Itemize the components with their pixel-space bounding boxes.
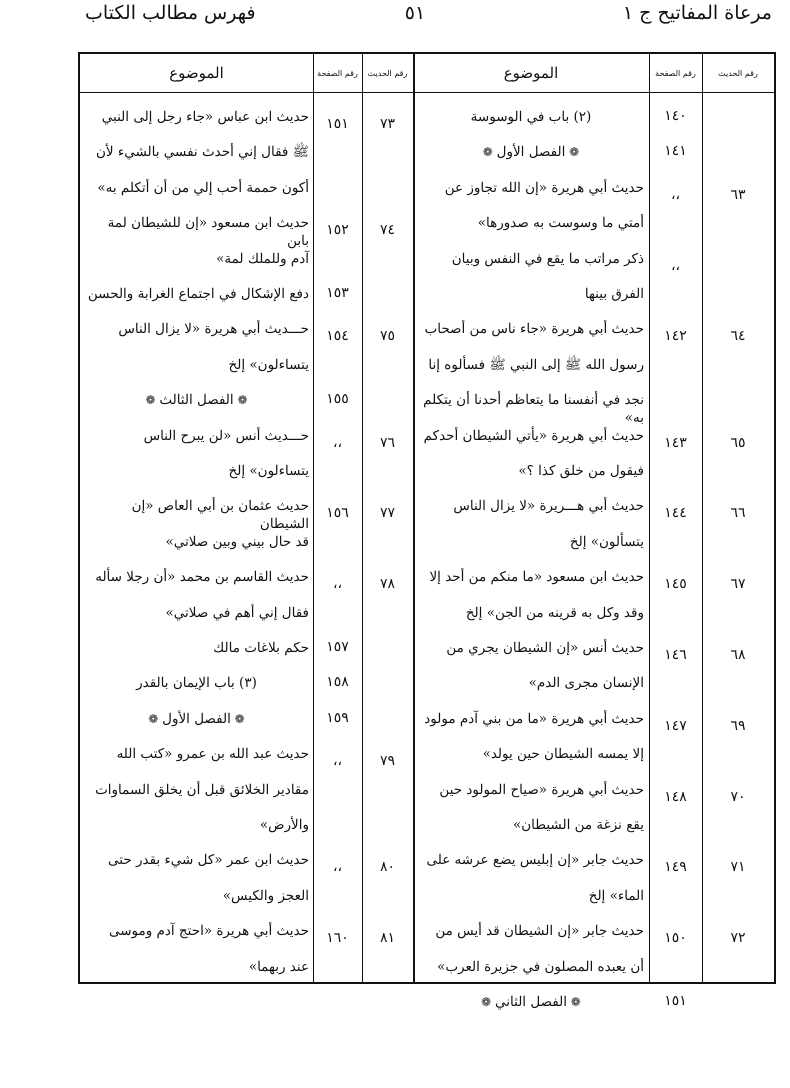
left-topic-line: أكون حممة أحب إلي من أن أتكلم به» — [97, 179, 309, 196]
right-page-number: ،، — [670, 257, 681, 274]
left-topic-line: حديث ابن عمر «كل شيء بقدر حتى — [108, 852, 309, 869]
right-hadith-number: ٦٤ — [730, 328, 746, 345]
ornament-icon: ❁ — [148, 711, 163, 726]
left-topic-line: والأرض» — [259, 817, 309, 833]
left-page-header: رقم الصفحة — [317, 68, 358, 78]
left-hadith-number: ٧٤ — [379, 222, 396, 239]
right-hadith-number: ٦٥ — [730, 434, 746, 451]
left-section-heading — [84, 710, 309, 728]
right-page-number: ١٥١ — [664, 993, 687, 1009]
left-hadith-number: ٧٨ — [379, 576, 396, 593]
heading-text: الفصل الأول — [162, 710, 231, 727]
right-page-number: ١٤٥ — [664, 576, 687, 593]
right-topic-line: نجد في أنفسنا ما يتعاظم أحدنا أن يتكلم به» — [423, 392, 644, 427]
ornament-icon: ❁ — [481, 995, 495, 1009]
right-topic-line: حديث أبي هريرة «ما من بني آدم مولود — [424, 710, 644, 727]
header-left-title: فهرس مطالب الكتاب — [85, 2, 256, 24]
left-page-number: ،، — [332, 434, 343, 451]
left-topic-line: يتساءلون» إلخ — [228, 463, 309, 479]
right-hadith-number: ٦٣ — [730, 186, 746, 203]
right-page-number: ١٤٠ — [664, 108, 687, 124]
right-page-number: ١٤١ — [664, 143, 687, 160]
left-page-number: ١٥٦ — [326, 505, 349, 522]
right-page-number: ١٤٦ — [664, 647, 687, 663]
right-page-number: ١٤٤ — [664, 505, 687, 522]
right-topic-line: إلا يمسه الشيطان حين يولد» — [482, 746, 644, 763]
right-topic-header: الموضوع — [503, 64, 559, 82]
ornament-icon: ❁ — [230, 711, 245, 726]
left-page-number: ١٦٠ — [326, 930, 349, 947]
left-page-number: ،، — [332, 753, 343, 770]
right-topic-line: حديث جابر «إن الشيطان قد أيس من — [435, 923, 644, 940]
left-topic-line: حديث القاسم بن محمد «أن رجلا سأله — [95, 569, 309, 586]
left-topic-line: قد حال بيني وبين صلاتي» — [165, 533, 309, 550]
left-topic-line: حديث أبي هريرة «احتج آدم وموسى — [108, 923, 309, 940]
right-topic-line: رسول الله ﷺ إلى النبي ﷺ فسألوه إنا — [428, 356, 644, 373]
right-hadith-header: رقم الحديث — [718, 68, 758, 78]
page-number: ٥١ — [404, 2, 426, 24]
right-section-heading — [418, 143, 644, 161]
right-page-number: ١٤٨ — [664, 788, 687, 805]
right-topic-line: حديث جابر «إن إبليس يضع عرشه على — [426, 852, 644, 869]
left-page-number: ،، — [332, 576, 343, 593]
left-hadith-number: ٧٣ — [379, 116, 396, 132]
header-rule — [80, 92, 774, 93]
right-hadith-number: ٧٢ — [730, 930, 746, 947]
center-divider — [413, 54, 415, 982]
ornament-icon: ❁ — [233, 393, 248, 408]
left-section-heading: (٣) باب الإيمان بالقدر — [136, 675, 257, 692]
heading-text: الفصل الثاني — [495, 994, 567, 1010]
left-hadith-number: ٨١ — [379, 930, 396, 947]
right-topic-line: حديث أبي هـــريرة «لا يزال الناس — [453, 498, 644, 515]
left-hadith-number: ٧٦ — [379, 434, 396, 451]
right-hadith-number: ٦٨ — [730, 647, 746, 663]
header-right-title: مرعاة المفاتيح ج ١ — [622, 2, 772, 24]
ornament-icon: ❁ — [145, 393, 160, 408]
left-page-number: ١٥٤ — [326, 328, 349, 345]
right-topic-line: حديث أنس «إن الشيطان يجري من — [446, 640, 644, 656]
left-page-number: ١٥٧ — [326, 639, 349, 655]
left-hadith-header: رقم الحديث — [367, 68, 408, 78]
left-hadith-number: ٧٩ — [379, 753, 396, 770]
left-topic-line: ﷺ فقال إني أحدث نفسي بالشيء لأن — [95, 144, 309, 161]
right-page-header: رقم الصفحة — [655, 68, 696, 78]
heading-text: الفصل الثالث — [159, 392, 234, 409]
left-topic-line: العجز والكيس» — [222, 887, 309, 904]
left-page-number: ١٥٨ — [326, 674, 349, 691]
index-table — [78, 52, 776, 1010]
right-hadith-number: ٦٦ — [730, 505, 746, 522]
left-topic-line: دفع الإشكال في اجتماع الغرابة والحسن — [87, 286, 309, 302]
right-topic-line: الماء» إلخ — [588, 887, 644, 904]
left-topic-line: فقال إني أهم في صلاتي» — [165, 604, 309, 621]
left-page-number: ١٥٥ — [326, 391, 349, 408]
left-hadith-number: ٧٧ — [379, 505, 396, 522]
right-topic-line: حديث أبي هريرة «إن الله تجاوز عن — [444, 179, 644, 196]
ornament-icon: ❁ — [482, 145, 497, 160]
heading-text: الفصل الأول — [496, 144, 566, 161]
right-hadith-number: ٦٩ — [730, 717, 746, 734]
right-page-number: ،، — [670, 186, 681, 203]
left-hadith-number: ٨٠ — [379, 859, 396, 876]
right-topic-line: الإنسان مجرى الدم» — [528, 675, 644, 692]
right-topic-line: حديث أبي هريرة «صياح المولود حين — [439, 781, 644, 798]
left-page-number: ،، — [332, 859, 343, 876]
right-topic-line: حديث أبي هريرة «جاء ناس من أصحاب — [424, 321, 644, 338]
right-section-heading: (٢) باب في الوسوسة — [470, 109, 592, 125]
left-page-number: ١٥٩ — [326, 709, 349, 726]
left-hadith-number: ٧٥ — [379, 328, 396, 345]
right-topic-line: وقد وكل به قرينه من الجن» إلخ — [465, 604, 644, 621]
right-section-heading — [418, 993, 644, 1011]
right-topic-line: أن يعبده المصلون في جزيرة العرب» — [437, 958, 644, 975]
ornament-icon: ❁ — [565, 145, 580, 160]
right-hadith-number: ٧٠ — [730, 788, 746, 805]
right-topic-line: يتسألون» إلخ — [569, 533, 644, 550]
right-topic-line: ذكر مراتب ما يقع في النفس وبيان — [451, 250, 644, 267]
left-page-number: ١٥١ — [326, 116, 349, 132]
right-page-number: ١٤٩ — [664, 859, 687, 876]
left-topic-header: الموضوع — [169, 64, 224, 82]
left-topic-line: آدم وللملك لمة» — [216, 250, 309, 267]
left-topic-line: حديث ابن عباس «جاء رجل إلى النبي — [101, 109, 309, 125]
left-section-heading — [84, 391, 309, 409]
left-page-number: ١٥٢ — [326, 222, 349, 239]
left-topic-line: حـــديث أبي هريرة «لا يزال الناس — [118, 321, 309, 338]
right-topic-line: فيقول من خلق كذا ؟» — [518, 463, 644, 479]
left-topic-line: مقادير الخلائق قبل أن يخلق السماوات — [95, 781, 309, 798]
right-topic-line: يقع نزغة من الشيطان» — [513, 817, 644, 833]
ornament-icon: ❁ — [566, 995, 581, 1009]
left-topic-line: حديث عبد الله بن عمرو «كتب الله — [116, 746, 309, 763]
right-hadith-number: ٦٧ — [730, 576, 746, 593]
left-topic-line: يتساءلون» إلخ — [228, 356, 309, 373]
right-hadith-number: ٧١ — [730, 859, 746, 876]
right-page-number: ١٤٣ — [664, 434, 687, 451]
right-page-number: ١٤٧ — [664, 717, 687, 734]
right-topic-line: الفرق بينها — [584, 286, 644, 302]
right-page-number: ١٤٢ — [664, 328, 687, 345]
left-topic-line: حديث ابن مسعود «إن للشيطان لمة بابن — [107, 215, 309, 250]
left-topic-line: حديث عثمان بن أبي العاص «إن الشيطان — [131, 498, 309, 533]
right-topic-line: حديث أبي هريرة «يأتي الشيطان أحدكم — [423, 427, 644, 444]
left-topic-line: حـــديث أنس «لن يبرح الناس — [143, 427, 309, 444]
right-topic-line: حديث ابن مسعود «ما منكم من أحد إلا — [429, 569, 644, 586]
left-topic-line: حكم بلاغات مالك — [213, 640, 309, 656]
right-topic-line: أمتي ما وسوست به صدورها» — [477, 215, 644, 232]
left-page-number: ١٥٣ — [326, 285, 349, 301]
right-page-number: ١٥٠ — [664, 930, 687, 947]
left-topic-line: عند ربهما» — [248, 958, 309, 975]
